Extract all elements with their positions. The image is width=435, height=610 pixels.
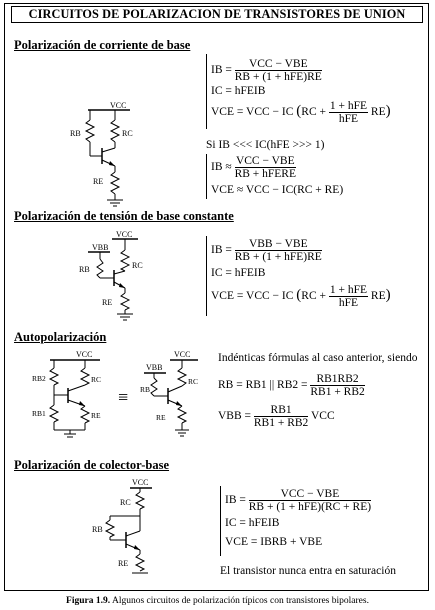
self-bias-note: Indénticas fórmulas al caso anterior, siendo [218,352,418,364]
page-title: CIRCUITOS DE POLARIZACION DE TRANSISTORES DE UNION [11,6,423,23]
eq-ic-1: IC = hFEIB [211,85,266,97]
eq-ib-1: IB = $\frac{\text{VCC − VBE}}{\text{RB + (1 + hFE)RE}}$ [211,58,322,83]
label-rc: RC [122,129,133,138]
equation-brace [206,236,207,316]
label-rb: RB [79,265,90,274]
circuit-base-current [60,98,150,208]
equation-brace [206,154,207,199]
caption-text: Algunos circuitos de polarización típicos con transistores bipolares. [110,596,369,606]
label-rc: RC [188,377,199,386]
saturation-note: El transistor nunca entra en saturación [220,565,396,577]
label-rb: RB [92,525,103,534]
equation-brace [206,54,207,129]
eq-vbb: VBB = $\frac{RB1}{RB1 + RB2}$ VCC [218,404,335,429]
eq-ic-4: IC = hFEIB [225,517,280,529]
label-vbb: VBB [92,243,109,252]
label-vcc: VCC [132,478,149,487]
equation-brace [220,486,221,556]
label-re: RE [118,559,129,568]
eq-vce-4: VCE = IBRB + VBE [225,536,323,548]
caption-label: Figura 1.9. [66,596,111,606]
label-rb: RB [70,129,81,138]
eq-ib-2: IB = $\frac{\text{VBB − VBE}}{\text{RB + (1 + hFE)RE}}$ [211,238,322,263]
equivalence-symbol: ≡ [118,387,129,407]
circuit-constant-base-voltage [70,228,160,323]
eq-vce-approx: VCE ≈ VCC − IC(RC + RE) [211,184,344,196]
section-heading-1: Polarización de corriente de base [14,38,191,52]
circuit-self-bias-equivalent [140,348,210,440]
circuit-self-bias [30,348,110,440]
section-heading-3: Autopolarización [14,330,107,344]
label-vcc: VCC [116,230,133,239]
circuit-collector-base [90,476,180,576]
label-vcc: VCC [110,101,127,110]
eq-ic-2: IC = hFEIB [211,267,266,279]
eq-ib-4: IB = $\frac{\text{VCC − VBE}}{\text{RB + (1 + hFE)(RC + RE)}}$ [225,488,372,513]
eq-ib-approx: IB ≈ $\frac{\text{VCC − VBE}}{\text{RB + hFERE}}$ [211,155,297,180]
label-vcc: VCC [174,350,191,359]
eq-rb-parallel: RB = RB1 || RB2 = $\frac{RB1RB2}{RB1 + RB2}$ [218,373,365,398]
label-re: RE [93,177,104,186]
eq-vce-2: VCE = VCC − IC (RC + $\frac{\text{1 + hFE}}{\text{hFE}}$ RE) [211,284,391,309]
label-rb: RB [140,385,151,394]
label-re: RE [91,411,101,420]
eq-condition: Si IB <<< IC(hFE >>> 1) [206,139,325,151]
label-re: RE [156,413,166,422]
label-rb1: RB1 [32,409,46,418]
section-heading-4: Polarización de colector-base [14,458,170,472]
label-re: RE [102,298,113,307]
label-vcc: VCC [76,350,93,359]
label-rc: RC [132,261,143,270]
eq-vce-1: VCE = VCC − IC (RC + $\frac{\text{1 + hFE}}{\text{hFE}}$ RE) [211,100,391,125]
figure-caption [0,596,435,606]
label-rc: RC [120,498,131,507]
label-rb2: RB2 [32,374,46,383]
label-rc: RC [91,375,102,384]
section-heading-2: Polarización de tensión de base constante [14,209,234,223]
label-vbb: VBB [146,363,163,372]
